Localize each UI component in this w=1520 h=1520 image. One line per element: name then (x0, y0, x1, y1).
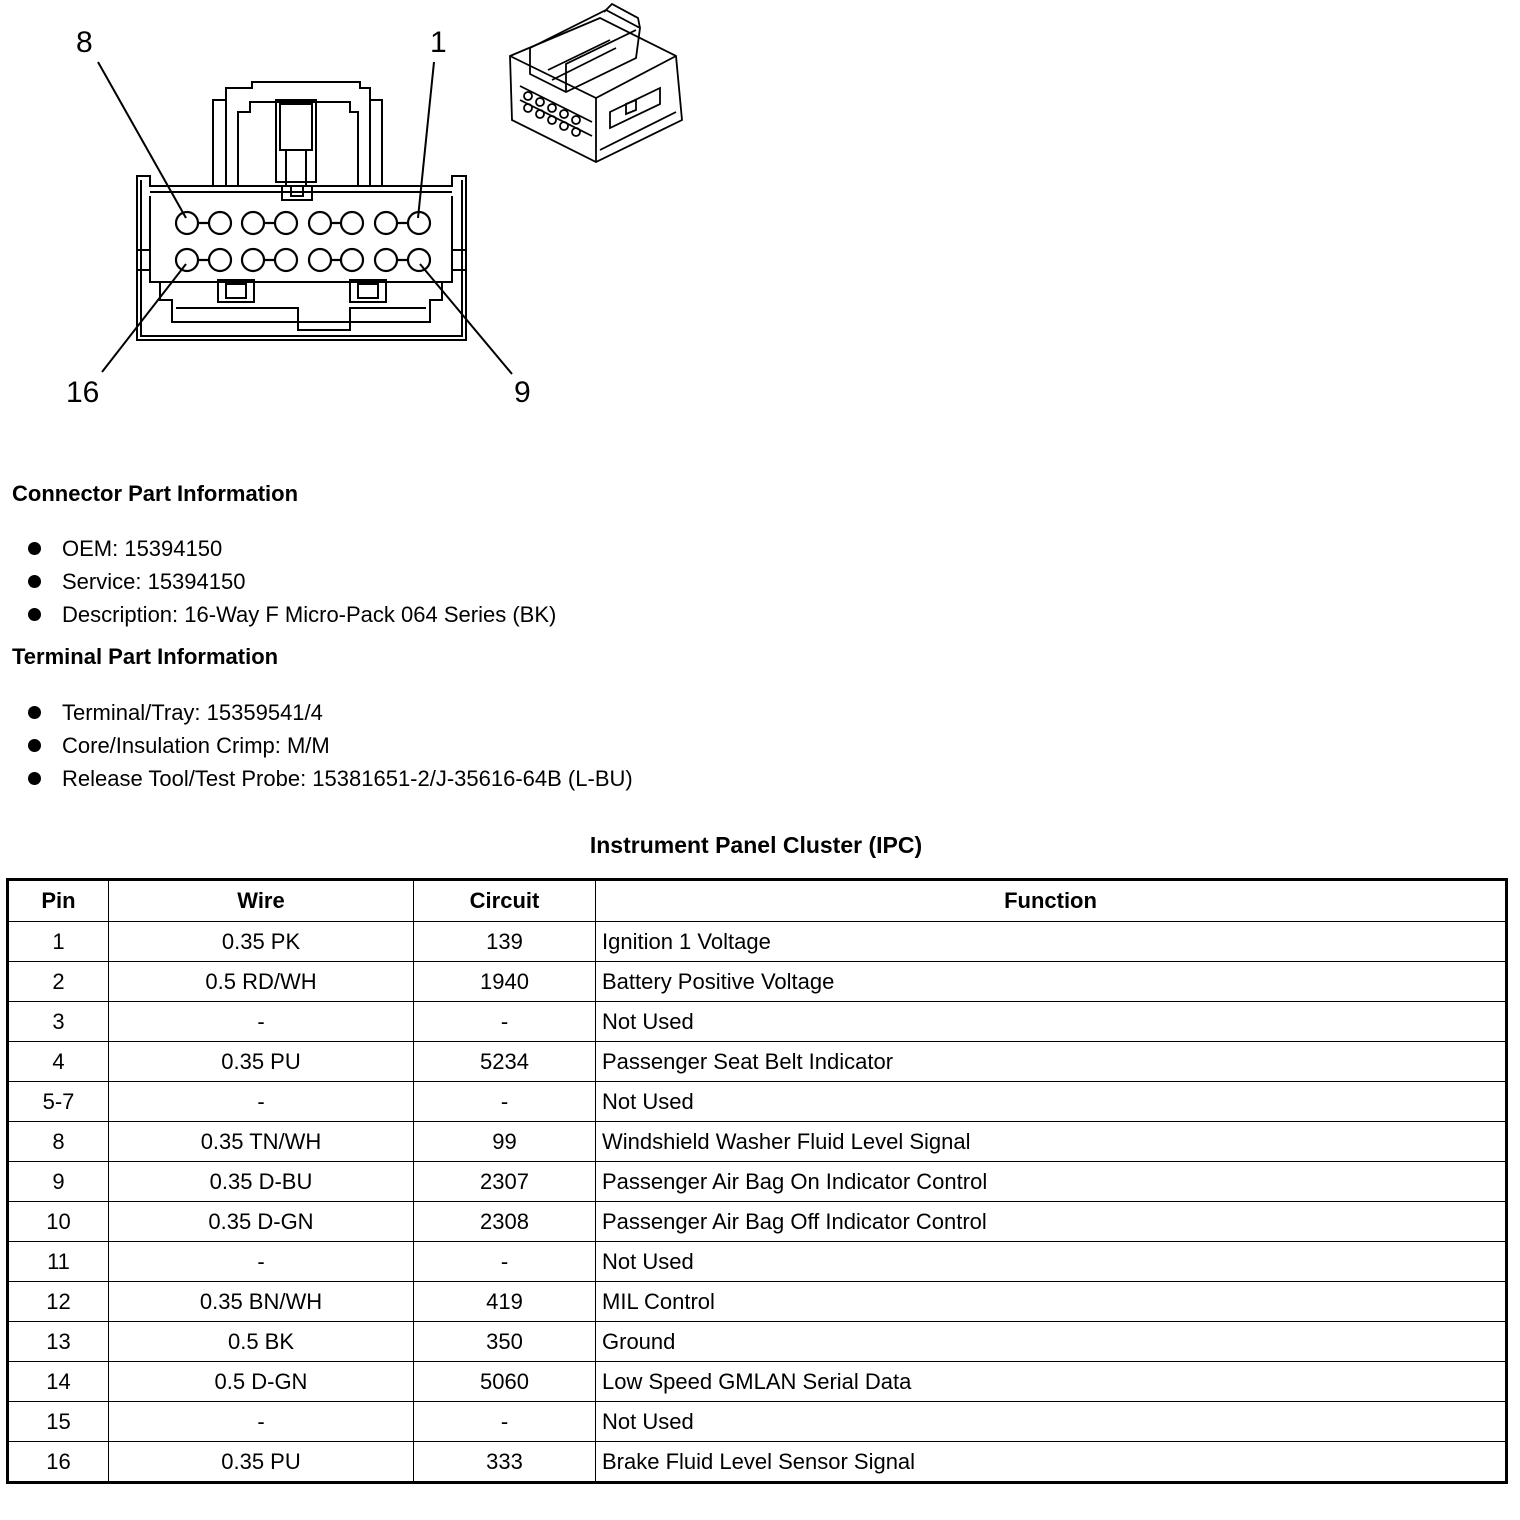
cell-function: Not Used (596, 1242, 1507, 1282)
terminal-info-heading: Terminal Part Information (12, 644, 279, 669)
cell-wire: 0.35 PU (109, 1042, 414, 1082)
cell-pin: 14 (8, 1362, 109, 1402)
table-row (8, 1122, 1507, 1162)
table-header-row (8, 880, 1507, 922)
cell-pin: 12 (8, 1282, 109, 1322)
cell-wire: 0.5 BK (109, 1322, 414, 1362)
terminal-row-bottom (176, 249, 430, 271)
cell-circuit: 99 (414, 1122, 596, 1162)
terminal-info-list (28, 696, 633, 795)
pin-label-9: 9 (514, 376, 531, 409)
column-header-circuit: Circuit (414, 880, 596, 922)
cell-function: Ignition 1 Voltage (596, 922, 1507, 962)
oem-text: OEM: 15394150 (62, 536, 223, 561)
cell-circuit: 2308 (414, 1202, 596, 1242)
cell-wire: 0.35 BN/WH (109, 1282, 414, 1322)
column-header-pin: Pin (8, 880, 109, 922)
cell-pin: 9 (8, 1162, 109, 1202)
table-row (8, 1282, 1507, 1322)
table-row (8, 1242, 1507, 1282)
cell-circuit: - (414, 1402, 596, 1442)
table-row (8, 1402, 1507, 1442)
cell-function: MIL Control (596, 1282, 1507, 1322)
list-item (28, 598, 556, 631)
table-row (8, 1002, 1507, 1042)
cell-wire: 0.35 D-GN (109, 1202, 414, 1242)
table-row (8, 1162, 1507, 1202)
bullet-icon (28, 706, 41, 719)
table-row (8, 1362, 1507, 1402)
cell-circuit: 333 (414, 1442, 596, 1483)
cell-function: Not Used (596, 1082, 1507, 1122)
cell-function: Battery Positive Voltage (596, 962, 1507, 1002)
cell-wire: - (109, 1402, 414, 1442)
pin-label-16: 16 (66, 376, 100, 409)
table-row (8, 1442, 1507, 1483)
cell-wire: - (109, 1002, 414, 1042)
table-body (8, 922, 1507, 1483)
cell-circuit: 350 (414, 1322, 596, 1362)
cell-pin: 11 (8, 1242, 109, 1282)
pin-label-1: 1 (430, 26, 447, 59)
terminal-tray-text: Terminal/Tray: 15359541/4 (62, 700, 323, 725)
cell-wire: - (109, 1082, 414, 1122)
column-header-function: Function (596, 880, 1507, 922)
pinout-table (6, 878, 1508, 1484)
table-row (8, 962, 1507, 1002)
cell-circuit: 1940 (414, 962, 596, 1002)
terminal-row-top (176, 212, 430, 234)
table-row (8, 922, 1507, 962)
list-item (28, 565, 556, 598)
table-title: Instrument Panel Cluster (IPC) (589, 832, 923, 858)
cell-function: Not Used (596, 1402, 1507, 1442)
cell-wire: - (109, 1242, 414, 1282)
cell-pin: 16 (8, 1442, 109, 1483)
crimp-text: Core/Insulation Crimp: M/M (62, 733, 330, 758)
cell-function: Ground (596, 1322, 1507, 1362)
cell-circuit: - (414, 1002, 596, 1042)
cell-wire: 0.35 TN/WH (109, 1122, 414, 1162)
cell-pin: 3 (8, 1002, 109, 1042)
cell-circuit: 5060 (414, 1362, 596, 1402)
bullet-icon (28, 739, 41, 752)
release-tool-text: Release Tool/Test Probe: 15381651-2/J-35616-64B (L-BU) (62, 766, 633, 791)
cell-function: Low Speed GMLAN Serial Data (596, 1362, 1507, 1402)
connector-info-heading: Connector Part Information (12, 481, 299, 506)
pin-label-8: 8 (76, 26, 93, 59)
cell-wire: 0.35 PK (109, 922, 414, 962)
cell-function: Brake Fluid Level Sensor Signal (596, 1442, 1507, 1483)
cell-pin: 10 (8, 1202, 109, 1242)
list-item (28, 696, 633, 729)
cell-wire: 0.35 PU (109, 1442, 414, 1483)
cell-circuit: 419 (414, 1282, 596, 1322)
cell-pin: 4 (8, 1042, 109, 1082)
table-row (8, 1082, 1507, 1122)
bullet-icon (28, 772, 41, 785)
connector-diagram (0, 0, 720, 420)
cell-pin: 13 (8, 1322, 109, 1362)
cell-function: Passenger Air Bag On Indicator Control (596, 1162, 1507, 1202)
cell-wire: 0.35 D-BU (109, 1162, 414, 1202)
cell-function: Passenger Seat Belt Indicator (596, 1042, 1507, 1082)
service-text: Service: 15394150 (62, 569, 246, 594)
cell-function: Not Used (596, 1002, 1507, 1042)
pin-leader-lines (98, 62, 512, 374)
table-row (8, 1042, 1507, 1082)
cell-circuit: 5234 (414, 1042, 596, 1082)
cell-pin: 8 (8, 1122, 109, 1162)
bullet-icon (28, 542, 41, 555)
list-item (28, 762, 633, 795)
bullet-icon (28, 608, 41, 621)
cell-circuit: 2307 (414, 1162, 596, 1202)
cell-pin: 5-7 (8, 1082, 109, 1122)
cell-circuit: - (414, 1242, 596, 1282)
cell-pin: 1 (8, 922, 109, 962)
cell-wire: 0.5 D-GN (109, 1362, 414, 1402)
table-row (8, 1322, 1507, 1362)
cell-wire: 0.5 RD/WH (109, 962, 414, 1002)
connector-info-list (28, 532, 556, 631)
column-header-wire: Wire (109, 880, 414, 922)
list-item (28, 532, 556, 565)
cell-pin: 2 (8, 962, 109, 1002)
cell-circuit: - (414, 1082, 596, 1122)
table-row (8, 1202, 1507, 1242)
cell-function: Passenger Air Bag Off Indicator Control (596, 1202, 1507, 1242)
cell-pin: 15 (8, 1402, 109, 1442)
list-item (28, 729, 633, 762)
description-text: Description: 16-Way F Micro-Pack 064 Series (BK) (62, 602, 557, 627)
cell-function: Windshield Washer Fluid Level Signal (596, 1122, 1507, 1162)
connector-isometric-illustration (510, 4, 682, 162)
cell-circuit: 139 (414, 922, 596, 962)
bullet-icon (28, 575, 41, 588)
